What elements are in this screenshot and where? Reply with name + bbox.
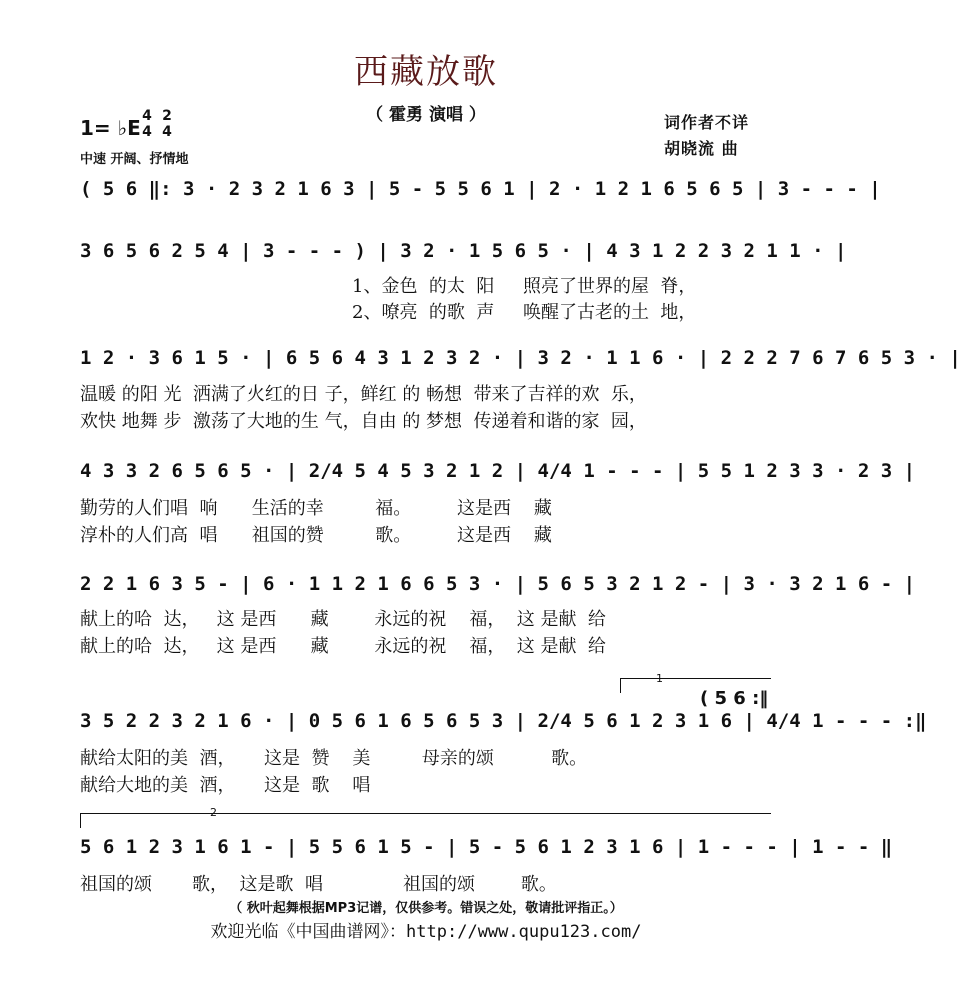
time-signature-2-4: 2 4	[162, 108, 172, 140]
lyric-3-verse-2: 欢快 地舞 步 激荡了大地的生 气，自由 的 梦想 传递着和谐的家 园，	[80, 411, 647, 432]
second-ending-bracket	[80, 813, 771, 828]
staff-line-2: 3 6 5 6 2 5 4 | 3 - - - ) | 3 2 · 1 5 6 5 · | 4 3 1 2 2 3 2 1 1 · |	[80, 240, 847, 262]
tempo-marking: 中速 开阔、抒情地	[80, 152, 189, 167]
song-title: 西藏放歌	[354, 52, 498, 92]
lyric-7-verse-1: 祖国的颂 歌， 这是歌 唱 祖国的颂 歌。	[80, 874, 557, 895]
lyric-5-verse-2: 献上的哈 达， 这 是西 藏 永远的祝 福， 这 是献 给	[80, 636, 606, 657]
staff-line-1: ( 5 6 ‖: 3 · 2 3 2 1 6 3 | 5 - 5 5 6 1 | 2 · 1 2 1 6 5 6 5 | 3 - - - |	[80, 178, 881, 200]
lyric-2-verse-2: 2、嘹亮 的歌 声 唤醒了古老的土 地，	[352, 302, 697, 323]
lyric-4-verse-2: 淳朴的人们高 唱 祖国的赞 歌。 这是西 藏	[80, 525, 552, 546]
lyric-5-verse-1: 献上的哈 达， 这 是西 藏 永远的祝 福， 这 是献 给	[80, 609, 606, 630]
performer: （ 霍勇 演唱 ）	[366, 105, 486, 125]
time-signature-4-4: 4 4	[142, 108, 152, 140]
lyric-6-verse-2: 献给大地的美 酒， 这是 歌 唱	[80, 775, 371, 796]
lyricist: 词作者不详	[664, 113, 750, 132]
second-ending-number: 2	[210, 806, 217, 819]
repeat-phrase: ( 5 6 :‖	[700, 688, 769, 709]
lyric-4-verse-1: 勤劳的人们唱 响 生活的幸 福。 这是西 藏	[80, 498, 552, 519]
staff-line-7: 5 6 1 2 3 1 6 1 - | 5 5 6 1 5 - | 5 - 5 6 1 2 3 1 6 | 1 - - - | 1 - - ‖	[80, 836, 893, 858]
composer: 胡晓流 曲	[664, 139, 739, 158]
staff-line-4: 4 3 3 2 6 5 6 5 · | 2/4 5 4 5 3 2 1 2 | 4/4 1 - - - | 5 5 1 2 3 3 · 2 3 |	[80, 460, 916, 482]
lyric-6-verse-1: 献给太阳的美 酒， 这是 赞 美 母亲的颂 歌。	[80, 748, 588, 769]
staff-line-5: 2 2 1 6 3 5 - | 6 · 1 1 2 1 6 6 5 3 · | 5 6 5 3 2 1 2 - | 3 · 3 2 1 6 - |	[80, 573, 916, 595]
key-signature: 1= ♭E	[80, 116, 141, 140]
transcription-note: （ 秋叶起舞根据MP3记谱，仅供参考。错误之处，敬请批评指正。）	[229, 901, 623, 916]
staff-line-3: 1 2 · 3 6 1 5 · | 6 5 6 4 3 1 2 3 2 · | 3 2 · 1 1 6 · | 2 2 2 7 6 7 6 5 3 · |	[80, 347, 961, 369]
lyric-2-verse-1: 1、金色 的太 阳 照亮了世界的屋 脊，	[352, 276, 697, 297]
first-ending-number: 1	[656, 672, 663, 685]
site-footer: 欢迎光临《中国曲谱网》：http://www.qupu123.com/	[210, 922, 642, 942]
lyric-3-verse-1: 温暖 的阳 光 洒满了火红的日 子，鲜红 的 畅想 带来了吉祥的欢 乐，	[80, 384, 647, 405]
staff-line-6: 3 5 2 2 3 2 1 6 · | 0 5 6 1 6 5 6 5 3 | 2/4 5 6 1 2 3 1 6 | 4/4 1 - - - :‖	[80, 710, 927, 732]
